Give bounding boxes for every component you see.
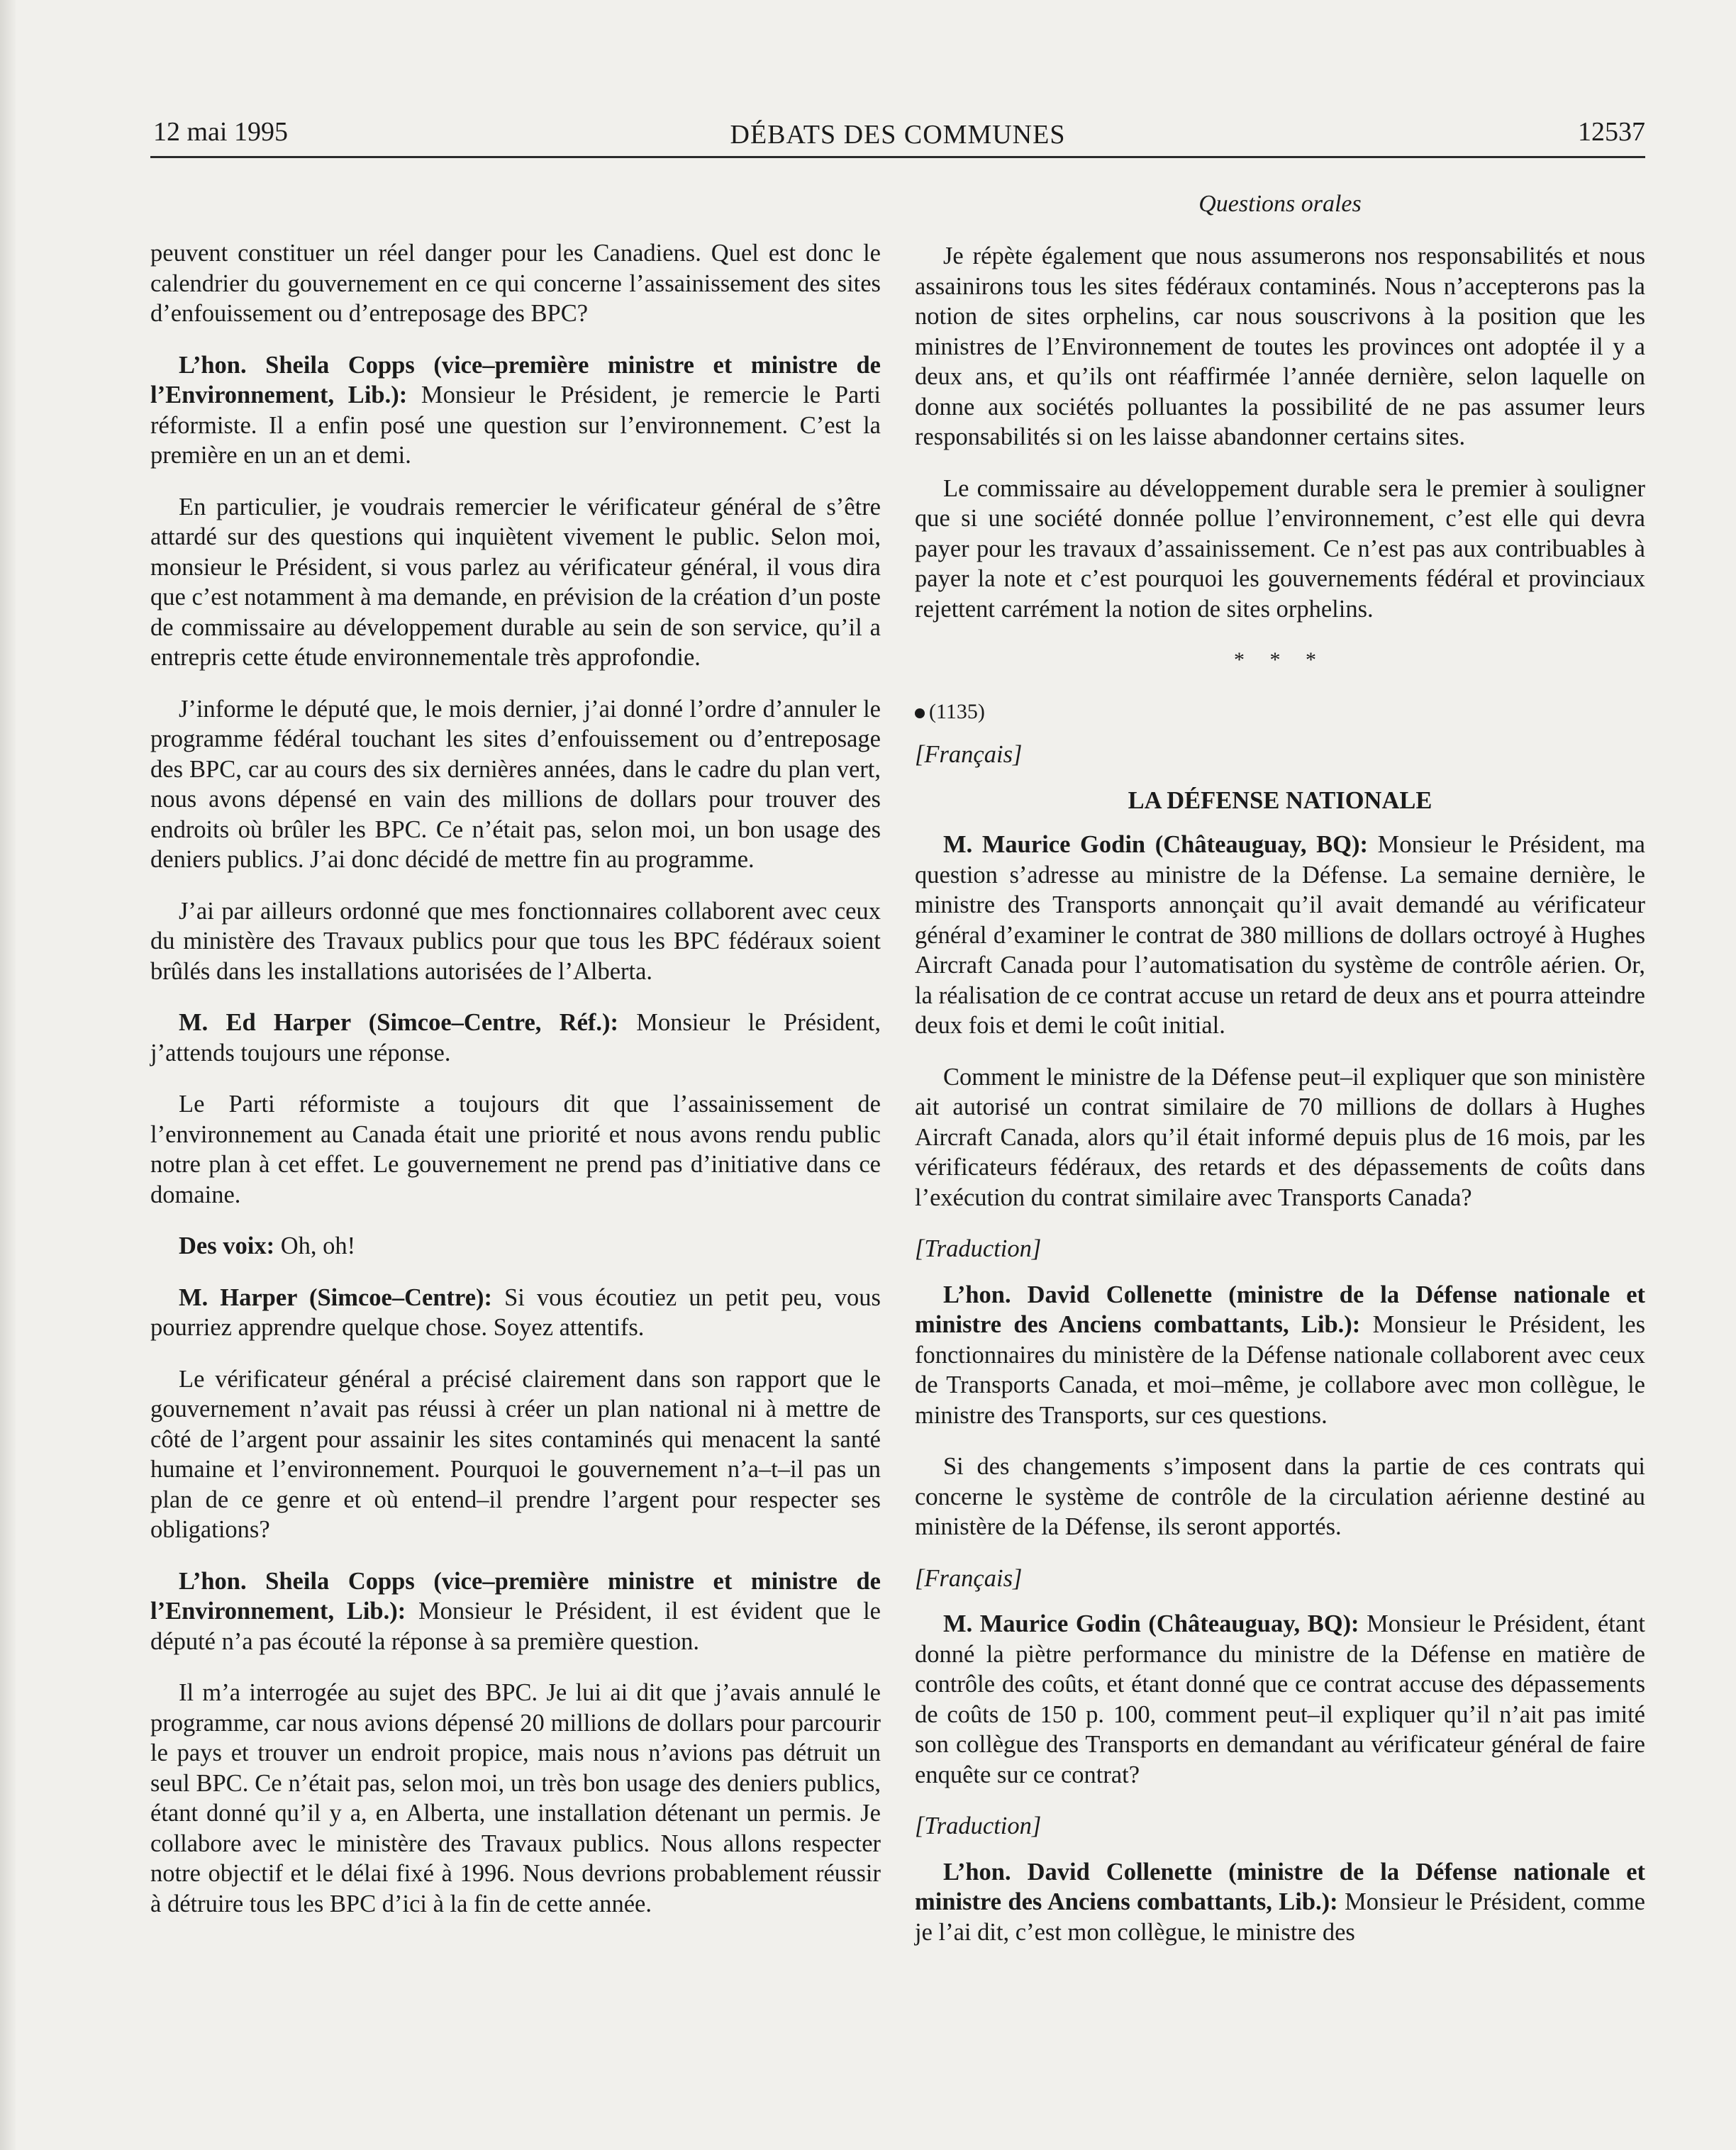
paragraph	[150, 1008, 881, 1068]
speech-text: Monsieur le Président, j’attends toujours une réponse.	[150, 1009, 881, 1066]
paragraph	[150, 1283, 881, 1343]
paragraph: J’informe le député que, le mois dernier, j’ai donné l’ordre d’annuler le programme fédéral touchant les sites d’enfouissement ou d’entreposage des BPC, car au cours des six dernières années, dans le cadre du plan vert, nous avons dépensé en vain des millions de dollars pour trouver des endroits où brûler les BPC. Ce n’était pas, selon moi, un bon usage des deniers publics. J’ai donc décidé de mettre fin au programme.	[150, 695, 881, 873]
paragraph	[915, 830, 1645, 1041]
paragraph	[915, 1280, 1645, 1431]
topic-heading: LA DÉFENSE NATIONALE	[1128, 786, 1432, 814]
paragraph: Si des changements s’imposent dans la partie de ces contrats qui concerne le système de contrôle de la circulation aérienne destiné au ministère de la Défense, ils seront apportés.	[915, 1453, 1645, 1540]
language-marker: [Traduction]	[915, 1812, 1042, 1839]
speech-text: Oh, oh!	[274, 1232, 356, 1259]
language-marker: [Français]	[915, 1564, 1023, 1592]
speech-text: Monsieur le Président, ma question s’adresse au ministre de la Défense. La semaine dernière, le ministre des Transports annonçait qu’il avait demandé au vérificateur général d’examiner le contrat de 380 millions de dollars octroyé à Hughes Aircraft Canada pour l’automatisation du système de contrôle aérien. Or, la réalisation de ce contrat accuse un retard de deux ans et pourra atteindre deux fois et demi le coût initial.	[915, 831, 1645, 1039]
paragraph	[150, 1231, 881, 1261]
speaker-name: M. Harper (Simcoe–Centre):	[179, 1283, 492, 1311]
left-column	[150, 238, 881, 1940]
paragraph: Il m’a interrogée au sujet des BPC. Je lui ai dit que j’avais annulé le programme, car nous avions dépensé 20 millions de dollars pour parcourir le pays et trouver un endroit propice, mais nous n’avions pas détruit un seul BPC. Ce n’était pas, selon moi, un très bon usage des deniers publics, étant donné qu’il y a, en Alberta, une installation détenant un permis. Je collabore avec le ministère des Travaux publics. Nous allons respecter notre objectif et le délai fixé à 1996. Nous devrions probablement réussir à détruire tous les BPC d’ici à la fin de cette année.	[150, 1679, 881, 1917]
speaker-name: M. Maurice Godin (Châteauguay, BQ):	[943, 831, 1368, 858]
running-header	[150, 113, 1645, 158]
speaker-name: Des voix:	[179, 1232, 275, 1259]
paragraph	[150, 1566, 881, 1657]
paragraph: En particulier, je voudrais remercier le vérificateur général de s’être attardé sur des questions qui inquiètent vivement le public. Selon moi, monsieur le Président, si vous parlez au vérificateur général, il vous dira que c’est notamment à ma demande, en prévision de la création d’un poste de commissaire au développement durable au sein de son service, qu’il a entrepris cette étude environnementale très approfondie.	[150, 493, 881, 671]
section-break-stars: * * *	[1234, 648, 1326, 672]
paragraph	[915, 1609, 1645, 1790]
speaker-name: M. Maurice Godin (Châteauguay, BQ):	[943, 1610, 1359, 1637]
paragraph: Le commissaire au développement durable sera le premier à souligner que si une société donnée pollue l’environnement, c’est elle qui devra payer pour les travaux d’assainissement. Ce n’est pas aux contribuables à payer la note et c’est pourquoi les gouvernements fédéral et provinciaux rejettent carrément la notion de sites orphelins.	[915, 474, 1645, 623]
paragraph: Je répète également que nous assumerons nos responsabilités et nous assainirons tous les sites fédéraux contaminés. Nous n’accepterons pas la notion de sites orphelins, car nous souscrivons à la position que les ministres de l’Environnement de toutes les provinces ont adoptée il y a deux ans, et qu’ils ont réaffirmée l’année dernière, selon laquelle on donne aux sociétés polluantes la possibilité de ne pas assumer leurs responsabilités si on les laisse abandonner certains sites.	[915, 243, 1645, 450]
speech-text: Monsieur le Président, les fonctionnaires du ministère de la Défense nationale collaborent avec ceux de Transports Canada, et moi–même, je collabore avec mon collègue, le ministre des Transports, sur ces questions.	[915, 1311, 1645, 1429]
time-stamp-text: (1135)	[929, 699, 985, 723]
paragraph: Le Parti réformiste a toujours dit que l’assainissement de l’environnement au Canada était une priorité et nous avons rendu public notre plan à cet effet. Le gouvernement ne prend pas d’initiative dans ce domaine.	[150, 1091, 881, 1208]
section-title: Questions orales	[1198, 191, 1362, 217]
speaker-name: M. Ed Harper (Simcoe–Centre, Réf.):	[179, 1009, 619, 1036]
language-marker: [Français]	[915, 741, 1023, 768]
speech-text: Monsieur le Président, il est évident que le député n’a pas écouté la réponse à sa première question.	[150, 1598, 881, 1655]
speaker-name: L’hon. Sheila Copps (vice–première ministre et ministre de l’Environnement, Lib.):	[150, 351, 881, 408]
paragraph: J’ai par ailleurs ordonné que mes fonctionnaires collaborent avec ceux du ministère des Travaux publics pour que tous les BPC fédéraux soient brûlés dans les installations autorisées de l’Alberta.	[150, 897, 881, 985]
header-publication: DÉBATS DES COMMUNES	[730, 120, 1066, 150]
speaker-name: L’hon. David Collenette (ministre de la Défense nationale et ministre des Anciens combattants, Lib.):	[915, 1858, 1645, 1915]
speech-text: Monsieur le Président, je remercie le Parti réformiste. Il a enfin posé une question sur l’environnement. C’est la première en un an et demi.	[150, 381, 881, 469]
header-date: 12 mai 1995	[153, 117, 288, 147]
speaker-name: L’hon. Sheila Copps (vice–première ministre et ministre de l’Environnement, Lib.):	[150, 1567, 881, 1625]
speech-text: Monsieur le Président, comme je l’ai dit, c’est mon collègue, le ministre des	[915, 1888, 1645, 1946]
paragraph: Le vérificateur général a précisé clairement dans son rapport que le gouvernement n’avait pas réussi à créer un plan national ni à mettre de côté de l’argent pour assainir les sites contaminés qui menacent la santé humaine et l’environnement. Pourquoi le gouvernement n’a–t–il pas un plan de ce genre et où entend–il prendre l’argent pour respecter ses obligations?	[150, 1365, 881, 1543]
paragraph	[150, 350, 881, 471]
speech-text: Si vous écoutiez un petit peu, vous pourriez apprendre quelque chose. Soyez attentifs.	[150, 1283, 881, 1341]
bullet-icon	[915, 708, 925, 718]
language-marker: [Traduction]	[915, 1235, 1042, 1262]
speech-text: Monsieur le Président, étant donné la piètre performance du ministre de la Défense en matière de contrôle des coûts, et étant donné que ce contrat accuse des dépassements de coûts de 150 p. 100, comment peut–il expliquer qu’il n’ait pas imité son collègue des Transports en demandant au vérificateur général de faire enquête sur ce contrat?	[915, 1610, 1645, 1788]
speaker-name: L’hon. David Collenette (ministre de la Défense nationale et ministre des Anciens combattants, Lib.):	[915, 1281, 1645, 1338]
paragraph	[915, 1857, 1645, 1948]
time-stamp	[915, 697, 1645, 728]
paragraph: Comment le ministre de la Défense peut–il expliquer que son ministère ait autorisé un contrat similaire de 70 millions de dollars à Hughes Aircraft Canada, alors qu’il était informé depuis plus de 16 mois, par les vérificateurs fédéraux, des retards et des dépassements de coûts dans l’exécution du contrat similaire avec Transports Canada?	[915, 1063, 1645, 1211]
paragraph: peuvent constituer un réel danger pour les Canadiens. Quel est donc le calendrier du gouvernement en ce qui concerne l’assainissement des sites d’enfouissement ou d’entreposage des BPC?	[150, 240, 881, 327]
right-column	[915, 241, 1645, 1968]
header-page-number: 12537	[1578, 117, 1645, 147]
